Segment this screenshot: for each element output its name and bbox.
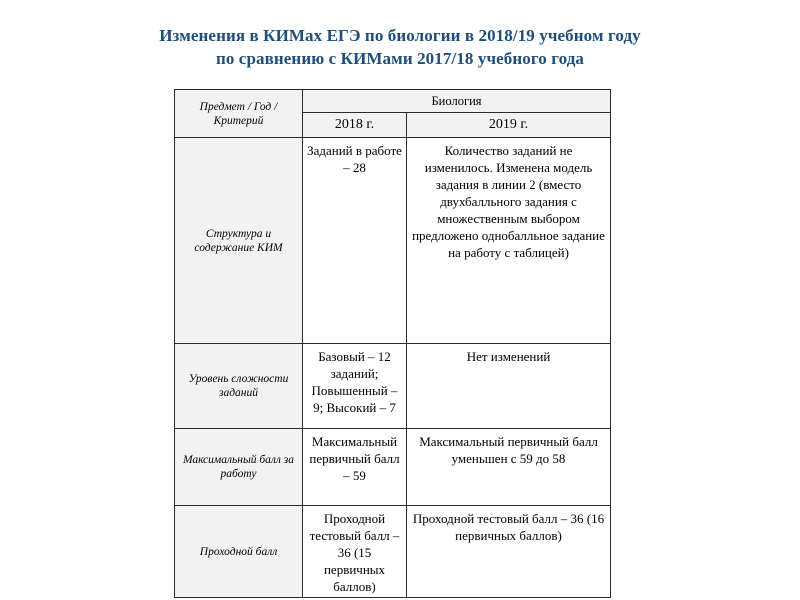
comparison-table	[174, 89, 611, 598]
header-year-2019-cell: 2019 г.	[407, 113, 611, 138]
cell-difficulty-2019: Нет изменений	[407, 344, 611, 429]
page-title	[0, 24, 800, 70]
table-header-row-top	[175, 90, 611, 113]
row-label-passing-score: Проходной балл	[175, 506, 303, 598]
table-row	[175, 506, 611, 598]
page-title-line-1: Изменения в КИМах ЕГЭ по биологии в 2018/19 учебном году	[159, 26, 641, 45]
header-year-2018-cell: 2018 г.	[303, 113, 407, 138]
cell-structure-2019: Количество заданий не изменилось. Изменена модель задания в линии 2 (вместо двухбалльного задания с множественным выбором предложено однобалльное задание на работу с таблицей)	[407, 138, 611, 344]
cell-max-score-2019: Максимальный первичный балл уменьшен с 59 до 58	[407, 429, 611, 506]
table-row	[175, 344, 611, 429]
header-criterion-cell: Предмет / Год / Критерий	[175, 90, 303, 138]
cell-passing-score-2019: Проходной тестовый балл – 36 (16 первичных баллов)	[407, 506, 611, 598]
row-label-structure: Структура и содержание КИМ	[175, 138, 303, 344]
header-subject-cell: Биология	[303, 90, 611, 113]
table-row	[175, 138, 611, 344]
row-label-max-score: Максимальный балл за работу	[175, 429, 303, 506]
page-title-line-2: по сравнению с КИМами 2017/18 учебного года	[215, 49, 585, 68]
comparison-table-container	[174, 89, 610, 598]
cell-structure-2018: Заданий в работе – 28	[303, 138, 407, 344]
cell-passing-score-2018: Проходной тестовый балл – 36 (15 первичных баллов)	[303, 506, 407, 598]
cell-max-score-2018: Максимальный первичный балл – 59	[303, 429, 407, 506]
table-row	[175, 429, 611, 506]
row-label-difficulty: Уровень сложности заданий	[175, 344, 303, 429]
cell-difficulty-2018: Базовый – 12 заданий; Повышенный – 9; Высокий – 7	[303, 344, 407, 429]
